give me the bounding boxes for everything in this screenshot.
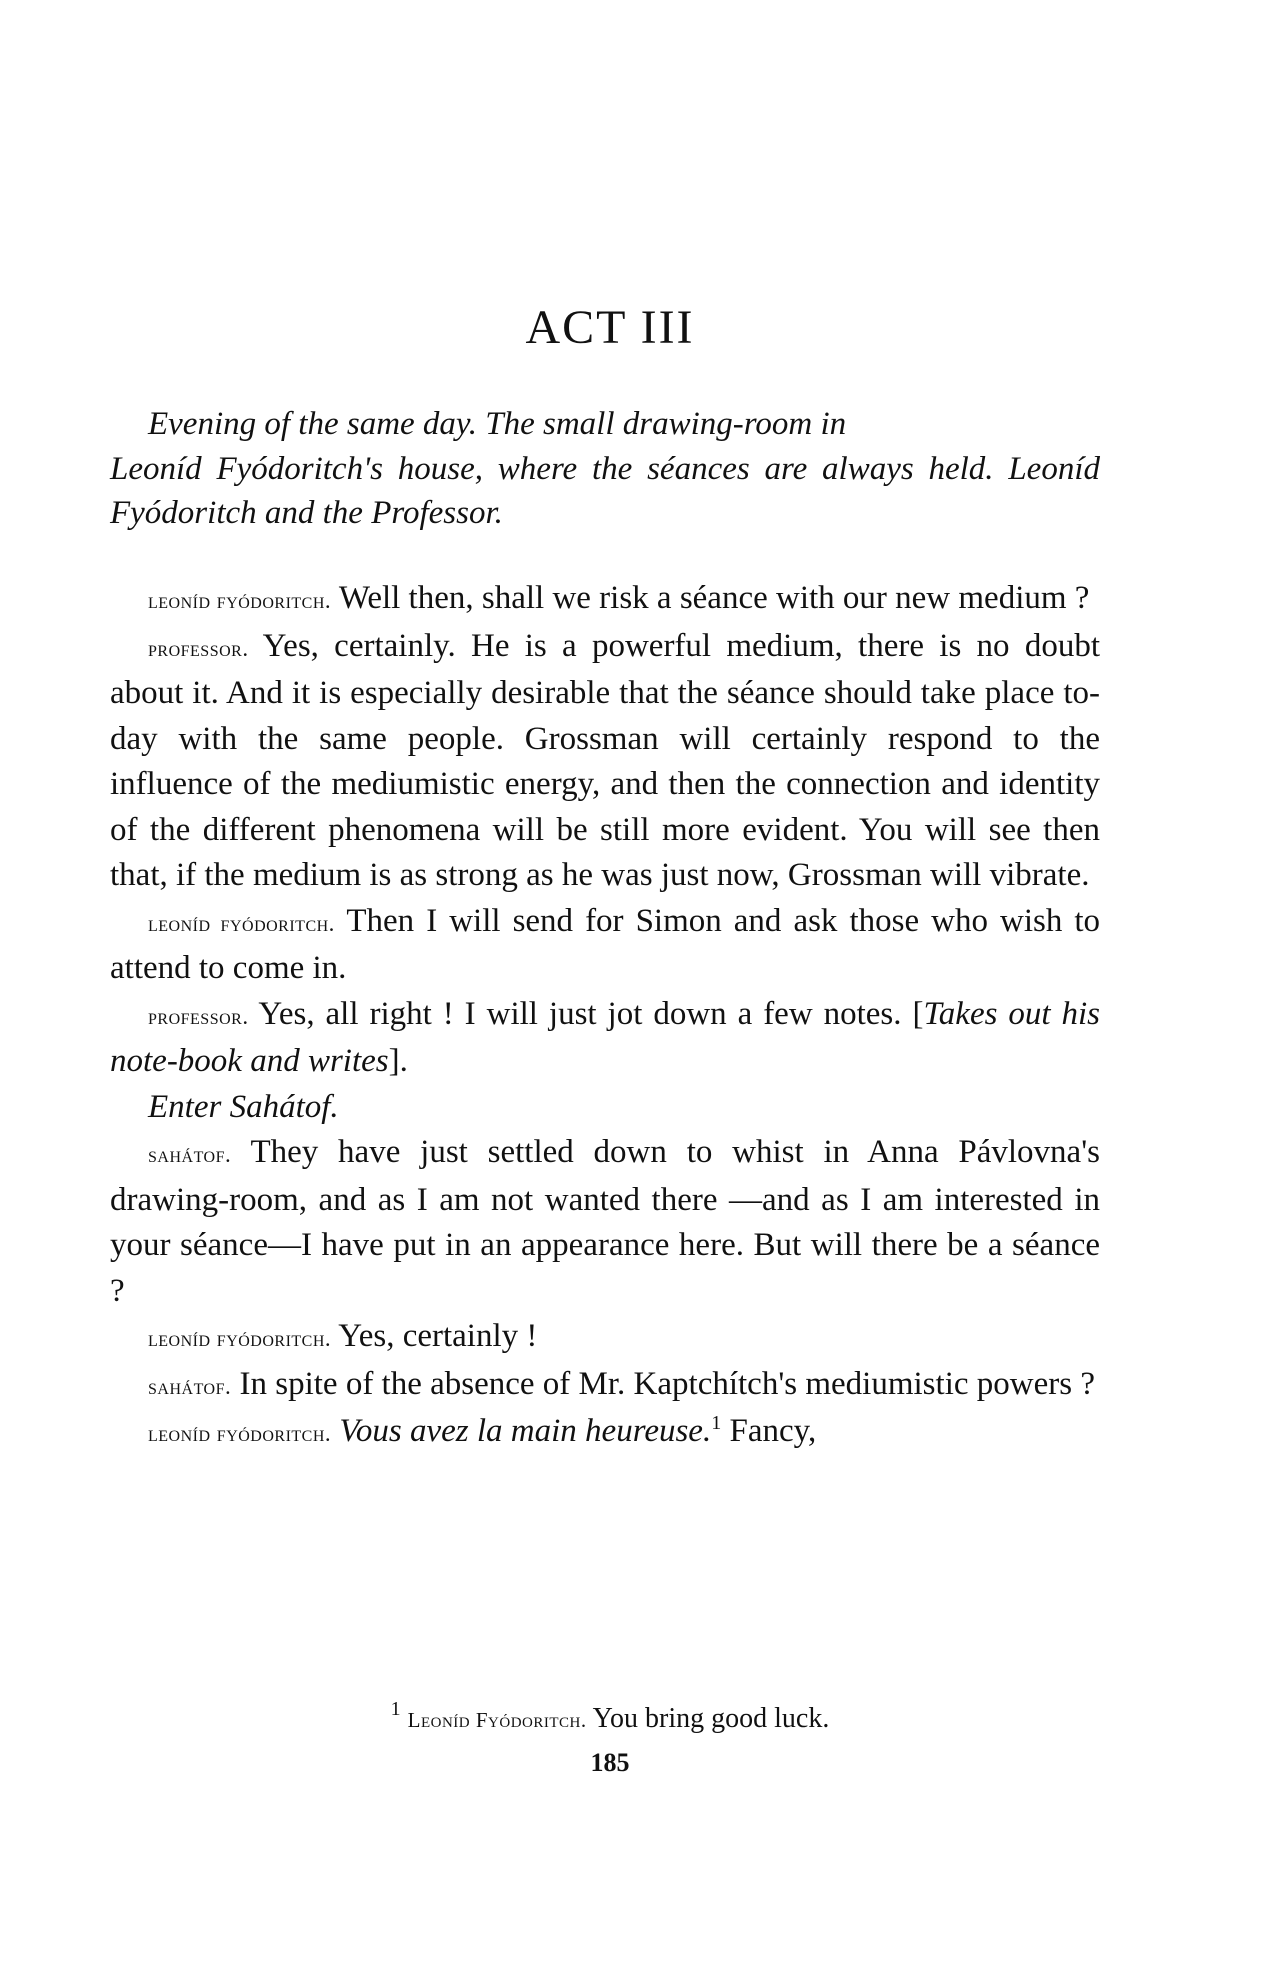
stage-direction-line-1: Evening of the same day. The small drawing-room in xyxy=(148,406,847,442)
stage-direction-rest: Leoníd Fyódoritch's house, where the séances are always held. Leoníd Fyódoritch and the Professor. xyxy=(110,450,1100,531)
direction-bracket-open: [ xyxy=(901,995,924,1032)
footnote xyxy=(0,1698,1220,1735)
footnote-mark: 1 xyxy=(390,1698,401,1720)
speaker-name: leoníd fyódoritch. xyxy=(148,1421,332,1446)
speech-5 xyxy=(110,1130,1100,1314)
speech-text: They have just settled down to whist in Anna Pávlovna's drawing-room, and as I am not wanted there —and as I am interested in your séance—I have put in an appearance here. But will there be a séance ? xyxy=(110,1134,1100,1309)
speech-text: Well then, shall we risk a séance with our new medium ? xyxy=(338,580,1090,616)
footnote-reference: 1 xyxy=(711,1412,722,1434)
direction-bracket-close: ]. xyxy=(388,1043,408,1079)
speech-text: Yes, certainly ! xyxy=(338,1318,538,1354)
page-number: 185 xyxy=(590,1748,630,1777)
speaker-name: leoníd fyódoritch. xyxy=(148,1326,332,1351)
speech-text: Yes, certainly. He is a powerful medium, there is no doubt about it. And it is especially desirable that the séance should take place to-day with the same people. Grossman will certainly respond to the influence of the mediumistic energy, and then the connection and identity of the different phenomena will be still more evident. You will see then that, if the medium is as strong as he was just now, Grossman will vibrate. xyxy=(110,627,1101,893)
stage-direction-intro xyxy=(110,402,1100,536)
foreign-phrase: Vous avez la main heureuse. xyxy=(339,1413,712,1449)
stage-direction: Takes out his note-book and writes xyxy=(110,995,1101,1079)
speaker-name: leoníd fyódoritch. xyxy=(148,588,332,613)
speech-2 xyxy=(110,624,1100,899)
enter-direction: Enter Sahátof. xyxy=(148,1088,339,1125)
speech-text: Fancy, xyxy=(721,1413,817,1449)
speaker-name: sahátof. xyxy=(148,1373,232,1399)
footnote-text: You bring good luck. xyxy=(592,1703,830,1734)
speech-text: Then I will send for Simon and ask those who wish to attend to come in. xyxy=(110,902,1101,986)
speech-7 xyxy=(110,1362,1100,1410)
speech-text: Yes, all right ! I will just jot down a few notes. xyxy=(258,995,902,1032)
act-title: ACT III xyxy=(525,301,695,354)
dialogue-body xyxy=(110,576,1100,1457)
speech-6 xyxy=(110,1314,1100,1362)
footnote-speaker: Leoníd Fyódoritch. xyxy=(407,1708,587,1732)
speech-8 xyxy=(110,1409,1100,1457)
speaker-name: leoníd fyódoritch. xyxy=(148,910,335,936)
speaker-name: professor. xyxy=(148,635,249,661)
speech-3 xyxy=(110,899,1100,992)
speech-1 xyxy=(110,576,1100,624)
speech-4 xyxy=(110,992,1100,1085)
speech-text: In spite of the absence of Mr. Kaptchítch's mediumistic powers ? xyxy=(239,1365,1095,1402)
speaker-name: sahátof. xyxy=(148,1142,232,1167)
speaker-name: professor. xyxy=(148,1003,249,1029)
